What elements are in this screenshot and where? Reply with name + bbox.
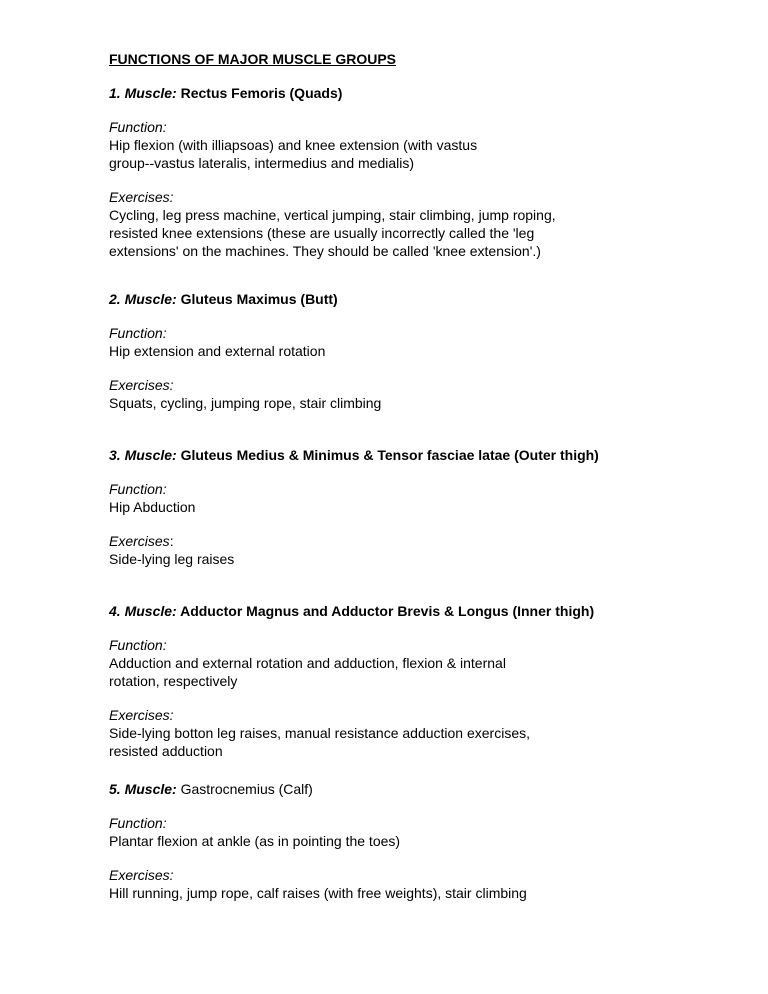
- exercises-label-row: [109, 532, 709, 550]
- exercises-label: Exercises:: [109, 867, 174, 883]
- function-label: Function:: [109, 815, 167, 831]
- exercises-line: Squats, cycling, jumping rope, stair climbing: [109, 395, 382, 411]
- muscle-name: Gastrocnemius (Calf): [180, 781, 313, 797]
- function-line: Hip flexion (with illiapsoas) and knee extension (with vastus: [109, 137, 478, 153]
- exercises-label: Exercises:: [109, 707, 174, 723]
- function-line: Hip extension and external rotation: [109, 343, 326, 359]
- function-label: Function:: [109, 637, 167, 653]
- muscle-name: Gluteus Medius & Minimus & Tensor fasciae latae (Outer thigh): [180, 447, 599, 463]
- muscle-name: Rectus Femoris (Quads): [180, 85, 343, 101]
- section-gluteus-maximus: [109, 290, 709, 412]
- exercises-line: resisted knee extensions (these are usually incorrectly called the 'leg: [109, 225, 535, 241]
- section-heading: [109, 446, 709, 464]
- exercises-label-colon: :: [169, 533, 174, 549]
- section-heading: [109, 780, 709, 798]
- section-number-label: 4. Muscle:: [109, 603, 177, 619]
- exercises-line: Side-lying leg raises: [109, 551, 235, 567]
- function-label: Function:: [109, 481, 167, 497]
- section-number-label: 5. Muscle:: [109, 781, 177, 797]
- section-gastrocnemius: [109, 780, 709, 902]
- muscle-name: Gluteus Maximus (Butt): [180, 291, 338, 307]
- section-heading: [109, 84, 709, 102]
- section-number-label: 1. Muscle:: [109, 85, 177, 101]
- exercises-line: Cycling, leg press machine, vertical jumping, stair climbing, jump roping,: [109, 207, 556, 223]
- section-rectus-femoris: [109, 84, 709, 260]
- document-title: FUNCTIONS OF MAJOR MUSCLE GROUPS: [109, 51, 397, 67]
- function-label: Function:: [109, 119, 167, 135]
- exercises-line: extensions' on the machines. They should be called 'knee extension'.): [109, 243, 541, 259]
- section-heading: [109, 602, 709, 620]
- exercises-line: resisted adduction: [109, 743, 223, 759]
- function-line: group--vastus lateralis, intermedius and medialis): [109, 155, 415, 171]
- section-adductor: [109, 602, 709, 760]
- section-number-label: 2. Muscle:: [109, 291, 177, 307]
- function-line: Adduction and external rotation and adduction, flexion & internal: [109, 655, 506, 671]
- exercises-label: Exercises:: [109, 189, 174, 205]
- muscle-name: Adductor Magnus and Adductor Brevis & Longus (Inner thigh): [180, 603, 595, 619]
- function-line: Plantar flexion at ankle (as in pointing the toes): [109, 833, 401, 849]
- exercises-line: Hill running, jump rope, calf raises (with free weights), stair climbing: [109, 885, 527, 901]
- section-gluteus-medius: [109, 446, 709, 568]
- function-line: rotation, respectively: [109, 673, 238, 689]
- function-line: Hip Abduction: [109, 499, 196, 515]
- exercises-label: Exercises: [109, 533, 170, 549]
- section-heading: [109, 290, 709, 308]
- exercises-line: Side-lying botton leg raises, manual resistance adduction exercises,: [109, 725, 531, 741]
- document-page: [109, 50, 709, 901]
- function-label: Function:: [109, 325, 167, 341]
- exercises-label: Exercises:: [109, 377, 174, 393]
- section-number-label: 3. Muscle:: [109, 447, 177, 463]
